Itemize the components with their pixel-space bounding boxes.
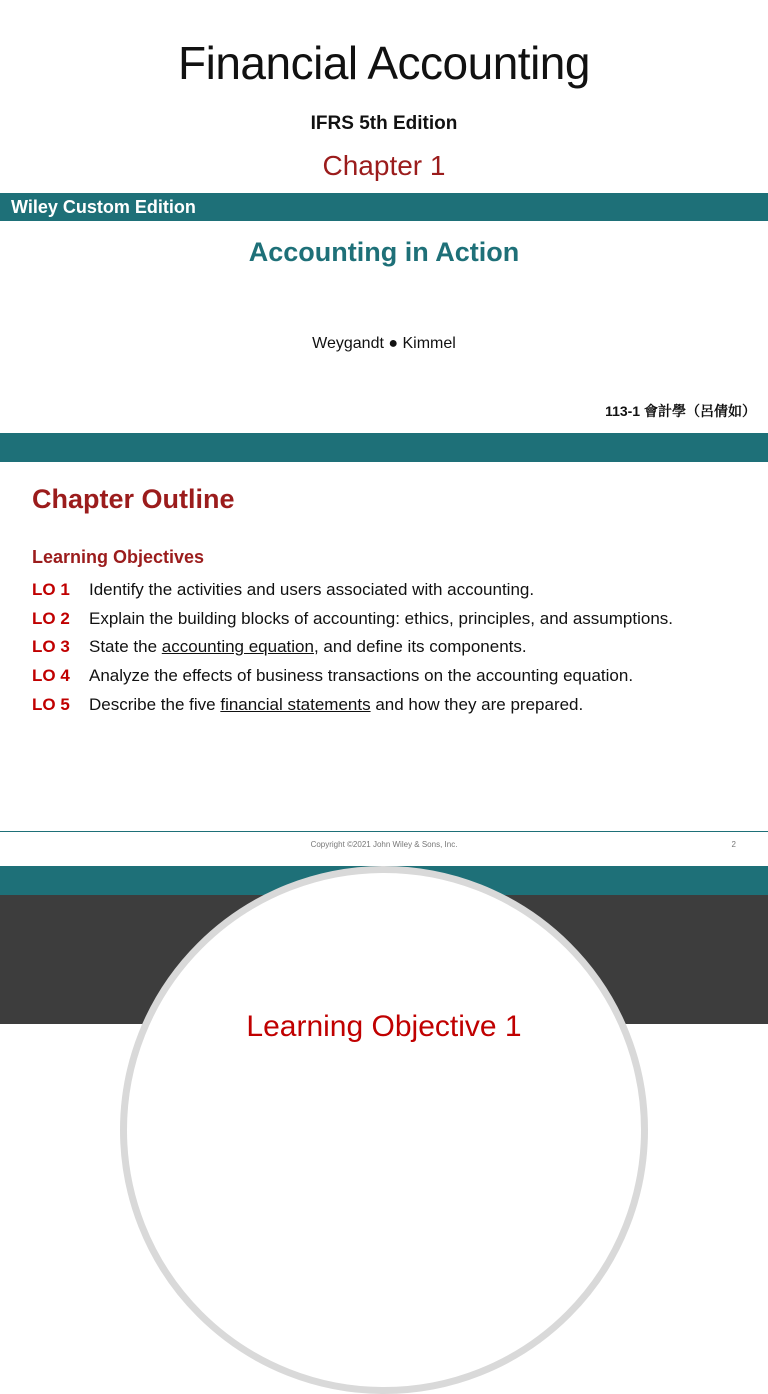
copyright: Copyright ©2021 John Wiley & Sons, Inc. [310, 840, 458, 849]
list-item [32, 633, 752, 662]
chapter-label: Chapter 1 [322, 150, 446, 181]
financial-statements-link[interactable]: financial statements [220, 694, 371, 714]
chapter-subtitle: Accounting in Action [248, 237, 520, 267]
lo-text: Explain the building blocks of accounting: ethics, principles, and assumptions. [89, 608, 674, 628]
list-item [32, 690, 752, 719]
lo-code: LO 2 [32, 608, 70, 628]
lo-code: LO 4 [32, 666, 70, 686]
footer-divider [0, 831, 768, 832]
section-circle [120, 866, 648, 1394]
lo-text: Analyze the effects of business transactions on the accounting equation. [89, 666, 634, 686]
custom-edition-label: Wiley Custom Edition [11, 197, 196, 217]
slide-separator [0, 433, 768, 462]
outline-slide [0, 462, 768, 866]
authors: Weygandt ● Kimmel [312, 335, 456, 352]
accounting-equation-link[interactable]: accounting equation [161, 637, 314, 657]
list-item [32, 605, 752, 634]
edition-label: IFRS 5th Edition [310, 113, 458, 134]
lo-text: State the accounting equation, and define its components. [89, 637, 527, 657]
outline-title: Chapter Outline [32, 484, 235, 514]
section-circle-wrap [0, 866, 768, 1024]
course-label: 113-1 會計學（呂倩如） [605, 403, 756, 419]
list-item [32, 576, 752, 605]
lo-code: LO 1 [32, 580, 70, 600]
lo-text: Identify the activities and users associated with accounting. [89, 580, 535, 600]
page-number: 2 [731, 840, 736, 849]
learning-objectives-heading: Learning Objectives [32, 547, 205, 567]
title-slide [0, 0, 768, 433]
custom-edition-bar [0, 193, 768, 221]
lo-text: Describe the five financial statements and how they are prepared. [89, 694, 584, 714]
book-title: Financial Accounting [178, 37, 590, 89]
list-item [32, 662, 752, 691]
section-title: Learning Objective 1 [246, 1010, 522, 1043]
learning-objectives-list [32, 576, 752, 719]
lo-code: LO 3 [32, 637, 70, 657]
lo-code: LO 5 [32, 694, 70, 714]
